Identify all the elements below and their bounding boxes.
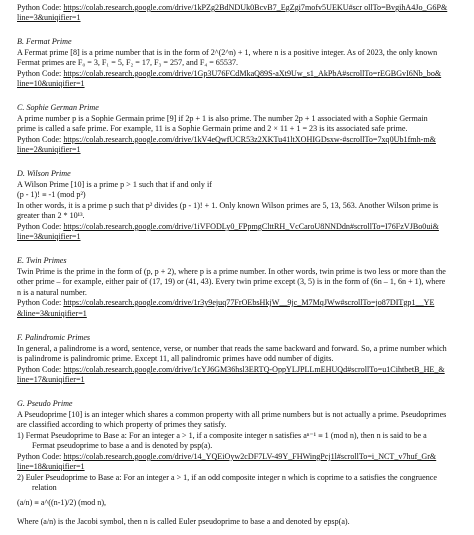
- line-text: A Wilson Prime [10] is a prime p > 1 such that if and only if: [17, 180, 212, 189]
- text-line: [17, 354, 461, 364]
- line-text: Python Code:: [17, 135, 64, 144]
- line-text: Python Code:: [17, 3, 64, 12]
- line-text: In other words, it is a prime p such that p² divides (p - 1)! + 1. Only known Wilson primes are 5, 13, 563. Another Wilson prime is: [17, 201, 439, 210]
- line-text: In general, a palindrome is a word, sentence, verse, or number that reads the same backward and forward. So, a prime number which: [17, 344, 447, 353]
- text-line: [17, 58, 461, 68]
- python-code-link[interactable]: line=10&uniqifier=1: [17, 79, 85, 88]
- python-code-link[interactable]: line=3&uniqifier=1: [17, 13, 81, 22]
- text-line: [17, 211, 461, 221]
- text-line: [17, 498, 461, 508]
- line-text: (p - 1)! ≡ -1 (mod p²): [17, 190, 86, 199]
- line-text: Python Code:: [17, 69, 64, 78]
- line-text: n is a natural number.: [17, 288, 87, 297]
- line-text: (a/n) ≡ a^((n-1)/2) (mod n),: [17, 498, 107, 507]
- text-line: [17, 462, 461, 472]
- text-line: [17, 124, 461, 134]
- text-line: [17, 420, 461, 430]
- text-line: [32, 483, 461, 493]
- line-text: E. Twin Primes: [17, 256, 67, 265]
- line-text: other prime – for example, either pair of (17, 19) or (41, 43). Every twin prime except (3, 5) is in the form of (6n – 1, 6n + 1), where: [17, 277, 446, 286]
- line-text: is palindrome is palindromic prime. Except 11, all palindromic primes have odd number of digits.: [17, 354, 334, 363]
- text-line: [17, 114, 461, 124]
- text-line: [17, 473, 461, 483]
- line-text: relation: [32, 483, 57, 492]
- text-line: [17, 410, 461, 420]
- python-code-link[interactable]: https://colab.research.google.com/drive/1kPZg2BdNDUk0BcvB7_EgZgi7mofv5UEKU#scr ollTo=BvgihA4Jo_G6P&: [63, 3, 448, 12]
- line-text: Twin Prime is the prime in the form of (p, p + 2), where p is a prime number. In other words, twin prime is two less or more than the: [17, 267, 446, 276]
- text-line: [17, 145, 461, 155]
- line-text: 2) Euler Pseudoprime to Base a: For an integer a > 1, if an odd composite integer n which is coprime to a satisfies the congruence: [17, 473, 437, 482]
- text-line: [17, 135, 461, 145]
- section-heading: [17, 169, 461, 179]
- line-text: greater than 2 * 10¹³.: [17, 211, 85, 220]
- line-text: Python Code:: [17, 298, 64, 307]
- line-text: A Fermat prime [8] is a prime number that is in the form of 2^(2^n) + 1, where n is a positive integer. As of 2023, the only known: [17, 48, 438, 57]
- line-text: C. Sophie German Prime: [17, 103, 99, 112]
- text-line: [17, 344, 461, 354]
- text-line: [17, 298, 461, 308]
- text-line: [17, 69, 461, 79]
- text-line: [17, 3, 461, 13]
- text-line: [17, 190, 461, 200]
- python-code-link[interactable]: https://colab.research.google.com/drive/1kV4eQwfUCR53z2XKTu41ltXOHIGDsxw-#scrollTo=7xq0Ub1fmh-m&: [63, 135, 436, 144]
- line-text: Python Code:: [17, 365, 64, 374]
- text-line: [17, 232, 461, 242]
- section-heading: [17, 399, 461, 409]
- line-text: 1) Fermat Pseudoprime to Base a: For an integer a > 1, if a composite integer n satisfies aⁿ⁻¹ ≡ 1 (mod n), then n is said to be a: [17, 431, 427, 440]
- text-line: [17, 48, 461, 58]
- line-text: Where (a/n) is the Jacobi symbol, then n is called Euler pseudoprime to base a and denoted by epsp(a).: [17, 517, 350, 526]
- text-line: [17, 375, 461, 385]
- python-code-link[interactable]: https://colab.research.google.com/drive/1iVFODLy0_FPpmgClttRH_VcCaroU8NNDdn#scrollTo=I76FzVJBo0ui&: [63, 222, 439, 231]
- text-line: [17, 222, 461, 232]
- line-text: prime is called a safe prime. For example, 11 is a Sophie Germain prime and 2 × 11 + 1 = 23 is its associated safe prime.: [17, 124, 408, 133]
- line-text: F. Palindromic Primes: [17, 333, 91, 342]
- text-line: [17, 277, 461, 287]
- line-text: A prime number p is a Sophie Germain prime [9] if 2p + 1 is also prime. The number 2p + 1 associated with a Sophie Germain: [17, 114, 428, 123]
- line-text: D. Wilson Prime: [17, 169, 71, 178]
- text-line: [17, 180, 461, 190]
- section-heading: [17, 256, 461, 266]
- line-text: Fermat pseudoprime to base a and is denoted by psp(a).: [32, 441, 213, 450]
- line-text: Fermat primes are F₀ = 3, F₁ = 5, F₂ = 17, F₃ = 257, and F₄ = 65537.: [17, 58, 239, 67]
- text-line: [17, 452, 461, 462]
- python-code-link[interactable]: https://colab.research.google.com/drive/1cYJ6GM36hsl3ERTQ-OppYLJPLLmEHUQd#scrollTo=u1CihtbetB_HE_&: [63, 365, 445, 374]
- line-text: B. Fermat Prime: [17, 37, 72, 46]
- text-line: [17, 13, 461, 23]
- section-heading: [17, 333, 461, 343]
- python-code-link[interactable]: line=17&uniqifier=1: [17, 375, 85, 384]
- text-line: [17, 431, 461, 441]
- line-text: G. Pseudo Prime: [17, 399, 73, 408]
- python-code-link[interactable]: https://colab.research.google.com/drive/14_YQEiOyw2cDF7LV-49Y_FHWingPcj1l#scrollTo=i_NCT_v7huf_Gr&: [63, 452, 437, 461]
- python-code-link[interactable]: line=18&uniqifier=1: [17, 462, 85, 471]
- python-code-link[interactable]: &line=3&uniqifier=1: [17, 309, 87, 318]
- section-heading: [17, 37, 461, 47]
- text-line: [17, 309, 461, 319]
- line-text: A Pseudoprime [10] is an integer which shares a common property with all prime numbers but is not actually a prime. Pseudoprimes: [17, 410, 447, 419]
- text-line: [17, 517, 461, 527]
- line-text: are classified according to which property of primes they satisfy.: [17, 420, 227, 429]
- line-text: Python Code:: [17, 452, 64, 461]
- python-code-link[interactable]: https://colab.research.google.com/drive/1r3y9ejuq77FrOEbsHkjW__9jc_M7MqJWw#scrollTo=jo87DITgp1__YE: [63, 298, 435, 307]
- line-text: Python Code:: [17, 222, 64, 231]
- text-line: [17, 201, 461, 211]
- python-code-link[interactable]: line=2&uniqifier=1: [17, 145, 81, 154]
- text-line: [17, 267, 461, 277]
- python-code-link[interactable]: https://colab.research.google.com/drive/1Gp3U76FCdMkaQ89S-aXt9Uw_s1_AkPbA#scrollTo=rEGBGvI6Nb_bo&: [63, 69, 442, 78]
- python-code-link[interactable]: line=3&uniqifier=1: [17, 232, 81, 241]
- text-line: [17, 79, 461, 89]
- text-line: [17, 288, 461, 298]
- text-line: [17, 365, 461, 375]
- section-heading: [17, 103, 461, 113]
- text-line: [32, 441, 461, 451]
